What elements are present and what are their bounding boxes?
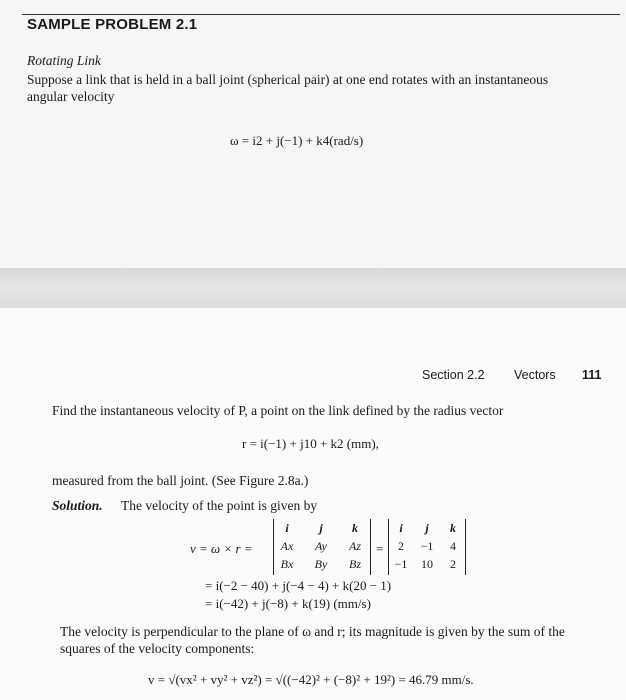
expansion-line-1: = i(−2 − 40) + j(−4 − 4) + k(20 − 1) (205, 578, 392, 593)
section-title: Vectors (514, 368, 556, 382)
section-label: Section 2.2 (422, 368, 485, 382)
det-num-r2c1: 2 (398, 539, 404, 553)
r-equation: r = i(−1) + j10 + k2 (mm), (242, 436, 379, 451)
solution-text: The velocity of the point is given by (121, 498, 318, 513)
find-text: Find the instantaneous velocity of P, a point on the link defined by the radius vector (52, 403, 504, 418)
det-sym-r2c3: Az (349, 539, 361, 553)
determinant-numeric (388, 519, 466, 575)
det-equals: = (376, 541, 384, 556)
intro-line-1: Suppose a link that is held in a ball joint (spherical pair) at one end rotates with an instantaneous (27, 72, 549, 87)
top-rule (22, 14, 620, 15)
intro-line-2: angular velocity (27, 89, 115, 104)
omega-equation: ω = i2 + j(−1) + k4(rad/s) (230, 133, 364, 148)
det-sym-r1c1: i (285, 521, 289, 535)
measured-text: measured from the ball joint. (See Figure 2.8a.) (52, 473, 309, 488)
det-num-r1c1: i (399, 521, 403, 535)
det-sym-r2c1: Ax (280, 539, 294, 553)
determinant-symbolic (273, 519, 371, 575)
det-num-r1c2: j (425, 521, 429, 535)
det-sym-r1c3: k (352, 521, 358, 535)
page-bottom (0, 308, 626, 700)
page-gap (0, 268, 626, 308)
det-num-r2c3: 4 (450, 539, 456, 553)
perpendicular-line-1: The velocity is perpendicular to the plane of ω and r; its magnitude is given by the sum of the (60, 624, 565, 639)
det-sym-r3c3: Bz (349, 557, 361, 571)
det-sym-r1c2: j (319, 521, 323, 535)
det-sym-r3c1: Bx (280, 557, 294, 571)
det-num-r1c3: k (450, 521, 456, 535)
page-number: 111 (582, 368, 602, 382)
problem-subheading: Rotating Link (27, 53, 101, 68)
v-cross-lhs: v = ω × r = (190, 541, 253, 556)
sample-problem-heading: SAMPLE PROBLEM 2.1 (27, 16, 198, 33)
page-top (0, 0, 626, 268)
expansion-line-2: = i(−42) + j(−8) + k(19) (mm/s) (205, 596, 371, 611)
solution-label: Solution. (52, 498, 103, 513)
magnitude-equation: v = √(vx² + vy² + vz²) = √((−42)² + (−8)² + 19²) = 46.79 mm/s. (148, 672, 474, 687)
det-sym-r3c2: By (314, 557, 328, 571)
det-num-r3c2: 10 (421, 557, 433, 571)
det-num-r3c3: 2 (450, 557, 456, 571)
det-num-r2c2: −1 (420, 539, 434, 553)
det-num-r3c1: −1 (394, 557, 408, 571)
det-sym-r2c2: Ay (315, 539, 327, 553)
perpendicular-line-2: squares of the velocity components: (60, 641, 255, 656)
